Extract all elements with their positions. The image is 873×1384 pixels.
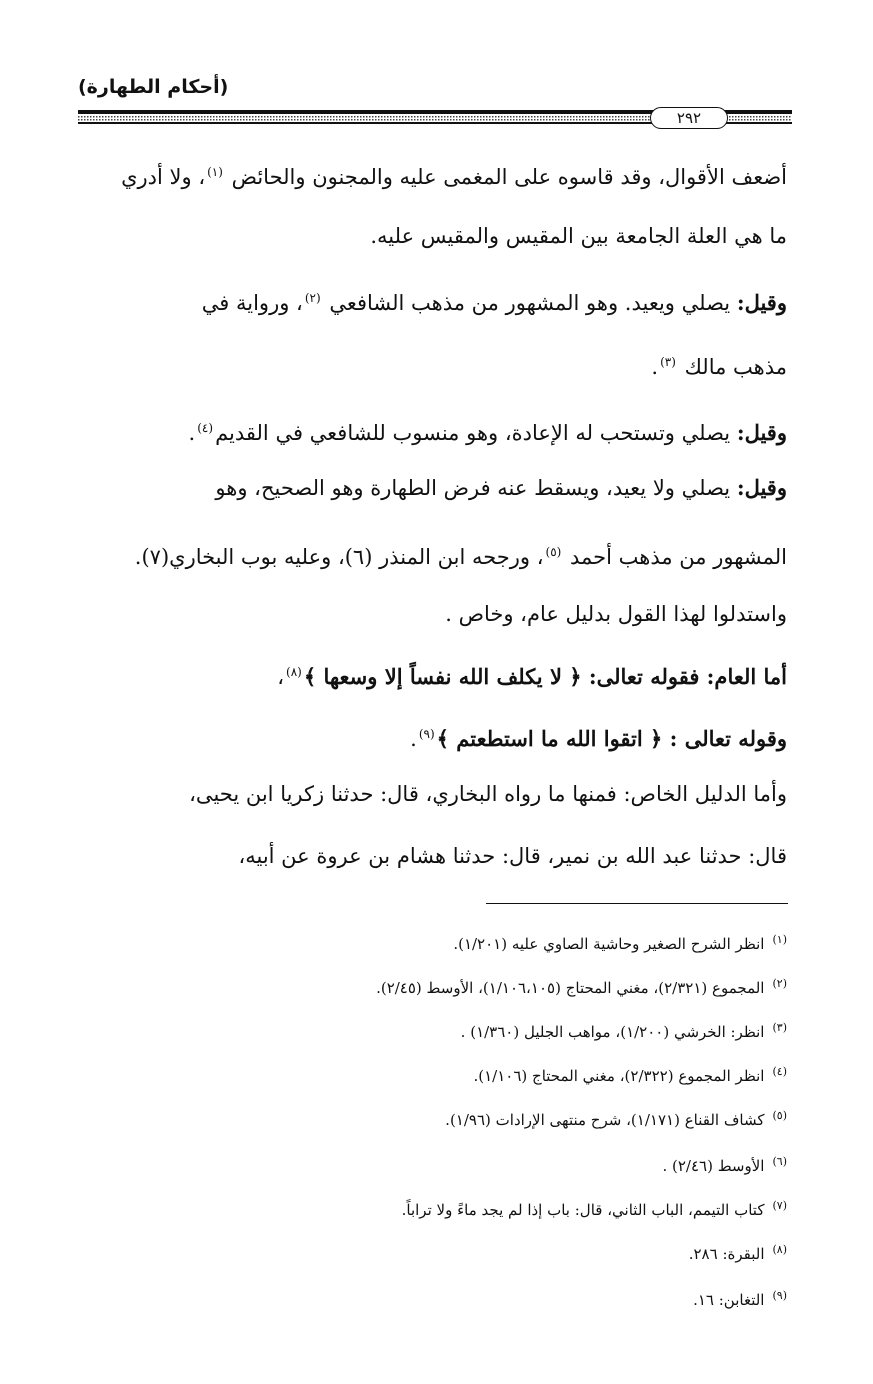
page-number: ٢٩٢ bbox=[650, 107, 728, 129]
footnote: $^{(٢)}$المجموع (٢/٣٢١)، مغني المحتاج (١/١٠٦،١٠٥)، الأوسط (٢/٤٥). bbox=[376, 977, 787, 997]
text-line: واستدلوا لهذا القول بدليل عام، وخاص . bbox=[445, 602, 787, 626]
footnote-ref[interactable]: (٤) bbox=[197, 421, 214, 435]
running-header-title: (أحكام الطهارة) bbox=[78, 76, 229, 98]
footnote-ref[interactable]: (٨) bbox=[286, 665, 302, 679]
text-line: وقيل: يصلي ويعيد. وهو المشهور من مذهب الشافعي $^{(٢)}$، ورواية في bbox=[201, 290, 787, 315]
footnote-mark: (٢) bbox=[772, 977, 787, 990]
footnote-mark: (٣) bbox=[772, 1021, 787, 1034]
footnote: $^{(٩)}$التغابن: ١٦. bbox=[693, 1289, 787, 1309]
footnote-ref[interactable]: (٢) bbox=[304, 291, 321, 305]
text-line: أضعف الأقوال، وقد قاسوه على المغمى عليه والمجنون والحائض $^{(١)}$، ولا أدري bbox=[121, 165, 787, 189]
footnote: $^{(٣)}$انظر: الخرشي (١/٢٠٠)، مواهب الجليل (١/٣٦٠) . bbox=[460, 1021, 787, 1041]
text-line: وقيل: يصلي وتستحب له الإعادة، وهو منسوب للشافعي في القديم$^{(٤)}$. bbox=[188, 420, 787, 445]
text-line: ما هي العلة الجامعة بين المقيس والمقيس عليه. bbox=[370, 224, 787, 248]
text-line: قال: حدثنا عبد الله بن نمير، قال: حدثنا هشام بن عروة عن أبيه، bbox=[238, 844, 787, 868]
footnote-mark: (٦) bbox=[772, 1155, 787, 1168]
footnote-ref[interactable]: (٥) bbox=[545, 545, 562, 559]
footnote-mark: (٨) bbox=[772, 1243, 787, 1256]
footnote-mark: (٤) bbox=[772, 1065, 787, 1078]
footnote: $^{(٦)}$الأوسط (٢/٤٦) . bbox=[662, 1155, 787, 1175]
footnote-mark: (١) bbox=[772, 933, 787, 946]
text-line: أما العام: فقوله تعالى: ﴿ لا يكلف الله نفساً إلا وسعها ﴾$^{(٨)}$، bbox=[277, 664, 787, 689]
footnote-divider bbox=[486, 903, 788, 904]
footnote: $^{(٧)}$كتاب التيمم، الباب الثاني، قال: باب إذا لم يجد ماءً ولا تراباً. bbox=[401, 1199, 787, 1219]
footnote-ref[interactable]: (٣) bbox=[660, 355, 676, 369]
footnote-mark: (٩) bbox=[772, 1289, 787, 1302]
text-line: وأما الدليل الخاص: فمنها ما رواه البخاري، قال: حدثنا زكريا ابن يحيى، bbox=[189, 782, 787, 806]
text-line: وقيل: يصلي ولا يعيد، ويسقط عنه فرض الطهارة وهو الصحيح، وهو bbox=[215, 475, 787, 500]
footnote: $^{(٤)}$انظر المجموع (٢/٣٢٢)، مغني المحتاج (١/١٠٦). bbox=[473, 1065, 787, 1085]
footnote-mark: (٥) bbox=[772, 1109, 787, 1122]
text-line: المشهور من مذهب أحمد $^{(٥)}$، ورجحه ابن المنذر (٦)، وعليه بوب البخاري(٧). bbox=[134, 545, 787, 569]
footnote: $^{(٨)}$البقرة: ٢٨٦. bbox=[688, 1243, 787, 1263]
text-line: وقوله تعالى : ﴿ اتقوا الله ما استطعتم ﴾$^{(٩)}$. bbox=[410, 726, 787, 751]
footnote-ref[interactable]: (١) bbox=[207, 165, 223, 179]
footnote-mark: (٧) bbox=[772, 1199, 787, 1212]
footnote: $^{(٥)}$كشاف القناع (١/١٧١)، شرح منتهى الإرادات (١/٩٦). bbox=[445, 1109, 787, 1129]
text-line: مذهب مالك $^{(٣)}$. bbox=[651, 355, 787, 379]
footnote: $^{(١)}$انظر الشرح الصغير وحاشية الصاوي عليه (١/٢٠١). bbox=[453, 933, 787, 953]
footnote-ref[interactable]: (٩) bbox=[418, 727, 435, 741]
